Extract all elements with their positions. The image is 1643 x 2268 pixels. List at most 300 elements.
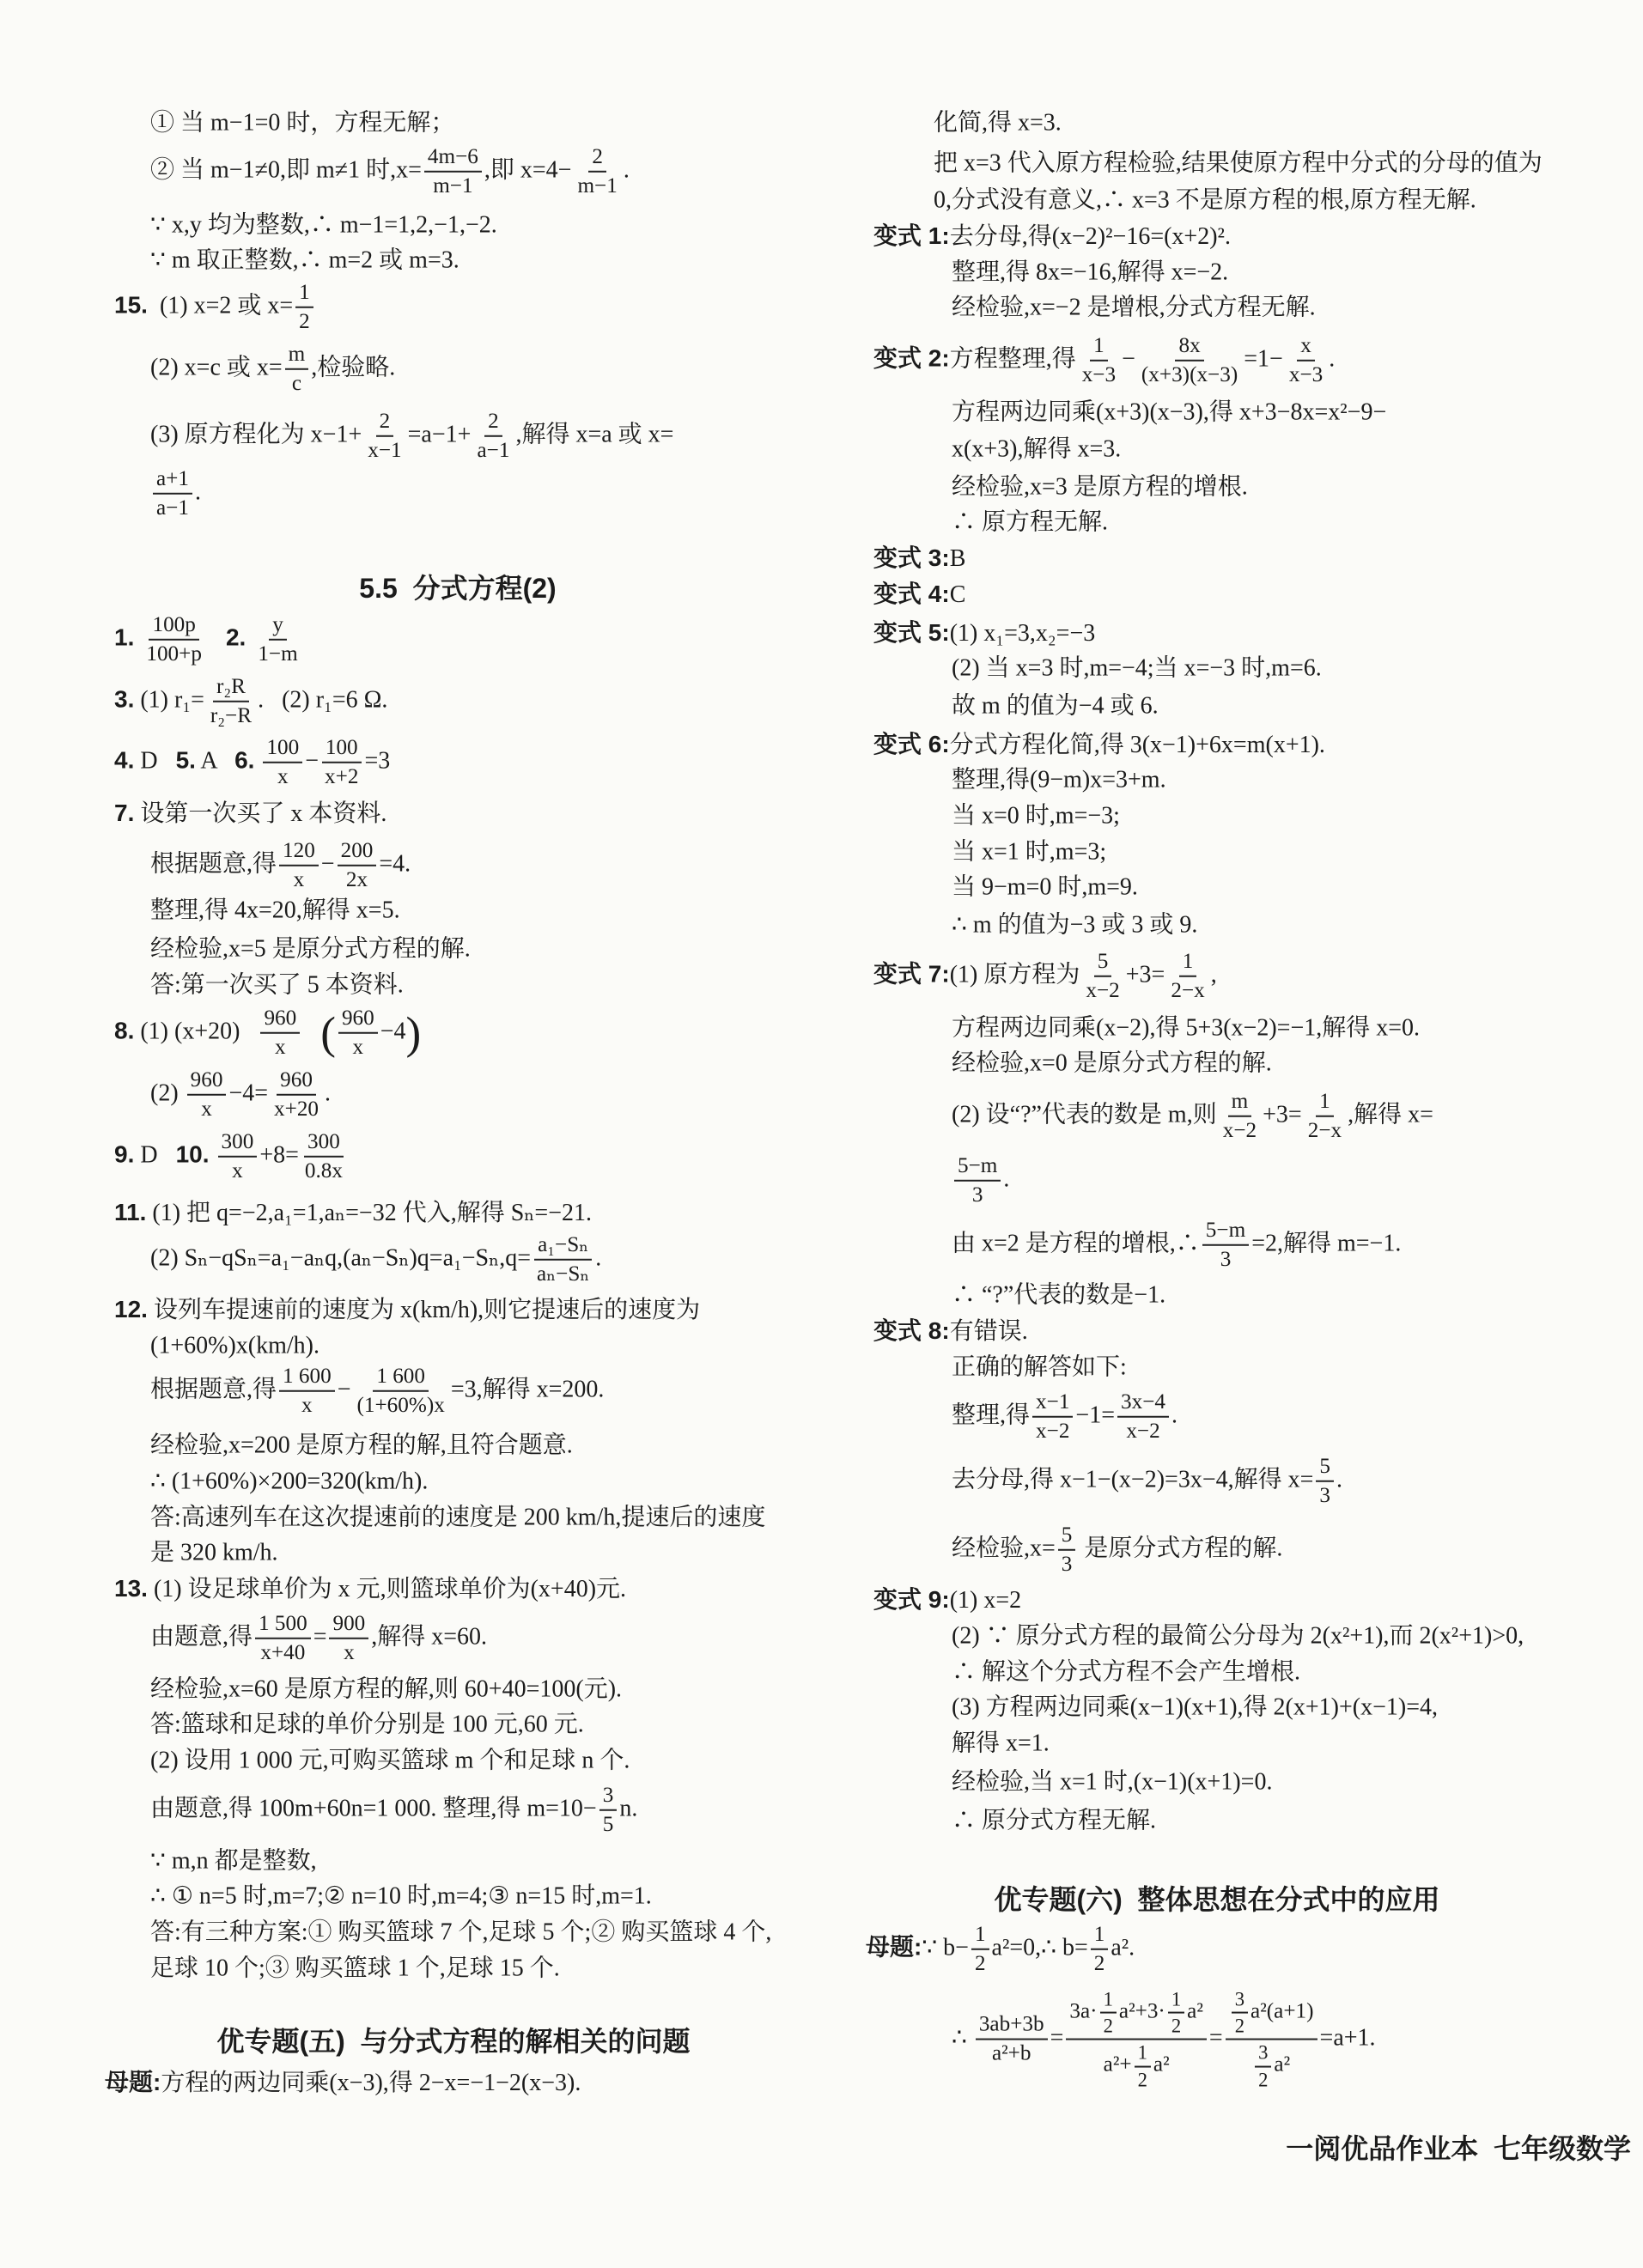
answer-line — [952, 1523, 1282, 1578]
answer-line — [952, 1218, 1401, 1273]
fraction — [1255, 2041, 1271, 2091]
answer-line — [934, 108, 1062, 138]
math-text: 故 m 的值为−4 或 6. — [952, 692, 1159, 720]
answer-line — [952, 1089, 1433, 1144]
fraction-numerator — [1094, 949, 1112, 977]
math-text: 3a· — [1069, 1999, 1098, 2023]
math-text: . — [1003, 1165, 1010, 1193]
math-text: ∴ 解这个分式方程不会产生增根. — [952, 1658, 1301, 1686]
math-text: a−1 — [477, 439, 510, 462]
math-text: (3) 原方程化为 x−1+ — [150, 421, 362, 448]
math-text: x+2 — [325, 765, 359, 788]
math-text: 1 — [1319, 1089, 1330, 1113]
answer-line — [873, 1584, 1021, 1615]
math-text: ,解得 x=60. — [371, 1623, 488, 1651]
fraction-denominator — [1123, 1418, 1163, 1444]
math-text: 根据题意,得 — [150, 850, 277, 878]
math-text: a². — [1111, 1934, 1135, 1961]
math-text: x−2 — [1086, 979, 1120, 1002]
answer-line — [873, 333, 1335, 388]
answer-line — [952, 1454, 1342, 1509]
answer-line — [952, 765, 1166, 795]
answer-line — [952, 1389, 1177, 1444]
fraction-denominator — [1217, 1246, 1235, 1273]
math-text: a+1 — [156, 466, 189, 490]
math-text: 答:篮球和足球的单价分别是 100 元,60 元. — [150, 1711, 584, 1738]
fraction — [1316, 1454, 1334, 1509]
item-label: 变式 4: — [873, 581, 950, 607]
item-label: 2. — [225, 623, 246, 651]
answer-line — [934, 185, 1476, 216]
math-text: 去分母,得(x−2)²−16=(x+2)². — [949, 223, 1231, 250]
section-heading: 优专题(六) 整体思想在分式中的应用 — [994, 1884, 1440, 1915]
math-text: 3 — [971, 1183, 983, 1207]
math-text: 300 — [307, 1129, 340, 1153]
math-text: a²+ — [1103, 2053, 1132, 2076]
math-text: x−2 — [1036, 1420, 1070, 1443]
fraction — [954, 1153, 1001, 1208]
item-label: 6. — [234, 746, 255, 774]
answer-line — [952, 1049, 1272, 1079]
fraction — [1232, 1988, 1248, 2038]
math-text: (1) x=2 或 x= — [147, 292, 294, 319]
math-text: C — [949, 581, 966, 608]
answer-line — [952, 873, 1138, 903]
math-text: 2 — [1103, 2015, 1113, 2037]
math-text: − — [1122, 345, 1135, 373]
math-text: (1) 设足球单价为 x 元,则篮球单价为(x+40)元. — [147, 1576, 627, 1602]
math-text: 根据题意,得 — [150, 1376, 277, 1403]
math-text: a²(a+1) — [1251, 1999, 1314, 2023]
math-text: , — [1210, 961, 1217, 988]
math-text: (2) Sₙ−qSₙ=a₁−aₙq,(aₙ−Sₙ)q=a₁−Sₙ,q= — [150, 1244, 532, 1272]
item-label: 母题: — [866, 1933, 922, 1961]
math-text: a²=0,∴ b= — [991, 1934, 1088, 1961]
item-label: 变式 6: — [873, 731, 950, 757]
math-text: 2−x — [1307, 1119, 1342, 1142]
math-text: (1) r₁= — [134, 686, 204, 714]
math-text: 正确的解答如下: — [952, 1353, 1127, 1381]
math-text: 1 — [299, 280, 310, 304]
math-text: 解得 x=1. — [952, 1730, 1050, 1757]
fraction-denominator — [1249, 2040, 1293, 2091]
fraction — [1091, 1922, 1109, 1977]
math-text: D — [134, 747, 176, 775]
answer-line — [952, 1153, 1009, 1208]
fraction-numerator — [1090, 333, 1108, 362]
math-text: 3 — [1258, 2042, 1269, 2064]
math-text: ,解得 x= — [1348, 1101, 1433, 1128]
math-text: x — [275, 1036, 286, 1059]
fraction-numerator — [1135, 2041, 1151, 2067]
big-paren: ( — [320, 1007, 336, 1059]
math-text: ∴ m 的值为−3 或 3 或 9. — [952, 911, 1198, 939]
math-text: ∵ b− — [922, 1934, 969, 1961]
math-text: x — [344, 1641, 355, 1664]
fraction — [1058, 1523, 1076, 1578]
fraction-denominator — [1138, 362, 1241, 388]
math-text: − — [320, 850, 335, 878]
math-text: (x+3)(x−3) — [1141, 363, 1238, 386]
item-label: 7. — [114, 800, 135, 826]
math-text: − — [305, 747, 319, 775]
answer-line — [952, 801, 1120, 831]
fraction-denominator — [971, 1950, 989, 1977]
answer-line — [952, 1806, 1156, 1836]
answer-line — [952, 1693, 1438, 1723]
fraction-denominator — [1091, 1950, 1109, 1977]
math-text: 2 — [299, 310, 310, 333]
section-heading: 5.5 分式方程(2) — [359, 573, 557, 604]
item-label: 变式 7: — [873, 960, 950, 988]
answer-line — [866, 1922, 1135, 1977]
math-text: 经检验,x=60 是原方程的解,则 60+40=100(元). — [150, 1675, 623, 1703]
answer-line — [952, 1729, 1050, 1759]
math-text: ∵ m,n 都是整数, — [150, 1847, 317, 1875]
math-text: =1− — [1244, 345, 1283, 373]
math-text: aₙ−Sₙ — [537, 1262, 590, 1286]
math-text: (2) — [150, 1079, 185, 1107]
math-text: 把 x=3 代入原方程检验,结果使原方程中分式的分母的值为 — [934, 149, 1543, 177]
fraction-denominator — [989, 2040, 1035, 2067]
answer-line — [934, 149, 1543, 179]
fraction-denominator — [1220, 1117, 1260, 1144]
math-text: ∴ 原方程无解. — [952, 508, 1109, 536]
fraction-numerator — [976, 2012, 1048, 2040]
math-text: 足球 10 个;③ 购买篮球 1 个,足球 15 个. — [150, 1955, 560, 1982]
math-text: 由 x=2 是方程的增根,∴ — [952, 1230, 1200, 1257]
fraction-denominator — [1135, 2067, 1151, 2091]
fraction-denominator — [1255, 2067, 1271, 2091]
fraction-denominator — [1032, 1418, 1073, 1444]
math-text: 当 x=1 时,m=3; — [952, 838, 1107, 866]
math-text: . (2) r₁=6 Ω. — [258, 686, 388, 714]
answer-line — [873, 617, 1095, 648]
fraction-numerator — [1202, 1218, 1249, 1246]
math-text: 去分母,得 x−1−(x−2)=3x−4,解得 x= — [952, 1466, 1314, 1493]
math-text: a² — [1153, 2053, 1170, 2076]
math-text: 整理,得 8x=−16,解得 x=−2. — [952, 258, 1229, 286]
math-text: ,检验略. — [311, 354, 396, 381]
math-text: ∴ ① n=5 时,m=7;② n=10 时,m=4;③ n=15 时,m=1. — [150, 1882, 652, 1910]
answer-line — [873, 221, 1231, 252]
item-label: 13. — [114, 1575, 148, 1602]
math-text: 分式方程化简,得 3(x−1)+6x=m(x+1). — [949, 732, 1325, 758]
item-label: 变式 5: — [873, 619, 950, 646]
math-text: +3= — [1263, 1101, 1302, 1128]
math-text: −4 — [380, 1018, 406, 1045]
fraction — [1135, 2041, 1151, 2091]
math-text: +8= — [259, 1141, 299, 1169]
answer-line — [952, 472, 1248, 502]
math-text: ,解得 x=a 或 x= — [515, 421, 674, 448]
math-text: B — [949, 545, 966, 572]
math-text: = — [1208, 2024, 1223, 2052]
answer-line — [952, 258, 1228, 288]
math-text: 900 — [332, 1611, 366, 1635]
math-text: 1 500 — [259, 1611, 307, 1635]
fraction — [1202, 1218, 1249, 1273]
answer-line — [952, 435, 1121, 465]
math-text: ∴ 原分式方程无解. — [952, 1807, 1157, 1834]
fraction-numerator — [1168, 1988, 1184, 2014]
fraction — [1100, 1988, 1117, 2038]
fraction-numerator — [954, 1153, 1001, 1182]
math-text: 960 — [264, 1006, 297, 1030]
math-text: (1) 原方程为 — [949, 961, 1080, 988]
math-text: D — [134, 1141, 176, 1169]
math-text: 是 320 km/h. — [150, 1539, 278, 1566]
fraction-numerator — [1100, 1988, 1117, 2014]
math-text: =3,解得 x=200. — [450, 1376, 605, 1403]
fraction-denominator — [1079, 362, 1119, 388]
math-text: 960 — [280, 1067, 313, 1091]
math-text: ,即 x=4− — [484, 156, 572, 184]
math-text: 2 — [379, 409, 391, 433]
section-heading: 优专题(五) 与分式方程的解相关的问题 — [216, 2026, 691, 2057]
fraction-numerator — [1066, 1988, 1207, 2040]
math-text: 经检验,x=3 是原方程的增根. — [952, 473, 1248, 501]
fraction-numerator — [1297, 333, 1315, 362]
fraction-denominator — [1232, 2014, 1248, 2038]
math-text: =4. — [379, 850, 411, 878]
math-text: x — [293, 868, 305, 891]
item-label: 11. — [114, 1199, 147, 1225]
fraction — [1286, 333, 1326, 388]
fraction-numerator — [1091, 1922, 1109, 1950]
math-text: 1 600 — [283, 1364, 332, 1388]
math-text: 2 — [1258, 2069, 1269, 2091]
math-text: 4m−6 — [427, 144, 478, 168]
math-text: x — [232, 1159, 243, 1183]
item-label: 变式 1: — [873, 222, 950, 249]
fraction — [976, 2012, 1048, 2067]
math-text: 1 — [1093, 1922, 1105, 1946]
math-text: (2) x=c 或 x= — [150, 354, 283, 381]
math-text: . — [1336, 1466, 1342, 1493]
math-text: 是原分式方程的解. — [1078, 1535, 1283, 1562]
math-text: . — [194, 478, 201, 506]
math-text: 方程的两边同乘(x−3),得 2−x=−1−2(x−3). — [161, 2070, 581, 2096]
math-text: m — [1231, 1089, 1249, 1113]
math-text: 1 — [1103, 1988, 1113, 2010]
answer-line — [952, 1988, 1376, 2092]
math-text: ① 当 m−1=0 时，方程无解； — [150, 109, 455, 137]
math-text: 1 — [974, 1922, 986, 1946]
math-text: (1+60%)x(km/h). — [150, 1332, 319, 1359]
fraction — [1305, 1089, 1345, 1144]
math-text: 设第一次买了 x 本资料. — [134, 800, 387, 827]
math-text: 1−m — [258, 642, 298, 666]
math-text: 5 — [1097, 949, 1109, 973]
math-text: 0.8x — [304, 1159, 343, 1183]
math-text: x−1 — [1036, 1389, 1070, 1414]
math-text: 3 — [1061, 1553, 1073, 1576]
math-text: 100p — [152, 612, 196, 636]
fraction-denominator — [1286, 362, 1326, 388]
math-text: 2−x — [1171, 979, 1205, 1002]
math-text: a²+3· — [1118, 1999, 1165, 2023]
math-text: x−2 — [1126, 1420, 1160, 1443]
fraction — [1066, 1988, 1207, 2092]
math-text: A — [195, 747, 235, 775]
math-text: 经检验,x=5 是原分式方程的解. — [150, 935, 471, 963]
math-text: (1) 把 q=−2,a₁=1,aₙ=−32 代入,解得 Sₙ=−21. — [146, 1200, 592, 1226]
fraction-denominator — [1100, 2014, 1117, 2038]
fraction-numerator — [1228, 1089, 1252, 1117]
math-text: a² — [1187, 1999, 1203, 2023]
answer-line — [873, 1316, 1028, 1347]
math-text: 3 — [1234, 1988, 1245, 2010]
fraction-denominator — [1316, 1482, 1334, 1509]
fraction-numerator — [1226, 1988, 1317, 2040]
math-text: (1) (x+20) — [134, 1018, 259, 1045]
math-text: r₂R — [216, 674, 246, 698]
math-text: 1 — [1093, 333, 1104, 357]
answer-line — [952, 1657, 1300, 1687]
math-text: 2 — [592, 144, 603, 168]
math-text: x — [301, 1394, 313, 1417]
math-text: (2) 设用 1 000 元,可购买篮球 m 个和足球 n 个. — [150, 1747, 630, 1774]
math-text: . — [1329, 345, 1336, 373]
math-text: x−3 — [1288, 363, 1324, 386]
math-text: 经检验,x=200 是原方程的解,且符合题意. — [150, 1432, 573, 1459]
item-label: 9. — [114, 1140, 135, 1168]
math-text: 经检验,当 x=1 时,(x−1)(x+1)=0. — [952, 1768, 1273, 1796]
math-text: (2) 当 x=3 时,m=−4;当 x=−3 时,m=6. — [952, 654, 1322, 682]
math-text: 8x — [1178, 333, 1201, 357]
math-text: m−1 — [577, 174, 618, 198]
math-text: 100+p — [146, 642, 202, 666]
fraction — [971, 1922, 989, 1977]
fraction — [1167, 949, 1208, 1004]
math-text: 当 9−m=0 时,m=9. — [952, 873, 1138, 901]
answer-line — [952, 910, 1197, 940]
math-text: ② 当 m−1≠0,即 m≠1 时,x= — [150, 156, 422, 184]
math-text: 由题意,得 100m+60n=1 000. 整理,得 m=10− — [150, 1795, 597, 1822]
fraction-numerator — [1058, 1523, 1076, 1551]
fraction — [1079, 333, 1119, 388]
fraction-denominator — [1082, 977, 1123, 1004]
math-text: 3 — [1220, 1248, 1232, 1271]
item-label: 1. — [114, 623, 135, 651]
fraction-numerator — [1255, 2041, 1271, 2067]
answer-line — [952, 398, 1386, 428]
fraction-denominator — [1167, 977, 1208, 1004]
math-text: 300 — [221, 1129, 254, 1153]
big-paren: ) — [405, 1007, 422, 1059]
math-text: x−1 — [368, 439, 402, 462]
math-text: 5 — [602, 1813, 614, 1836]
math-text: =3 — [364, 747, 391, 775]
math-text: +3= — [1125, 961, 1165, 988]
footer-brand: 一阅优品作业本 七年级数学 — [1286, 2133, 1631, 2164]
item-label: 10. — [175, 1140, 210, 1168]
fraction-denominator — [969, 1182, 987, 1208]
math-text: 由题意,得 — [150, 1623, 253, 1651]
math-text: x+20 — [274, 1098, 319, 1121]
math-text: (1) x₁=3,x₂=−3 — [949, 620, 1096, 647]
math-text: c — [291, 372, 302, 395]
math-text: =a−1+ — [407, 421, 472, 448]
math-text: ∴ — [952, 2024, 973, 2052]
fraction-numerator — [1179, 949, 1197, 977]
fraction-numerator — [1232, 1988, 1248, 2014]
fraction — [1138, 333, 1241, 388]
math-text: 5 — [1319, 1454, 1330, 1478]
math-text: 方程两边同乘(x−2),得 5+3(x−2)=−1,解得 x=0. — [952, 1014, 1421, 1042]
math-text: ∵ m 取正整数,∴ m=2 或 m=3. — [150, 246, 459, 274]
math-text: 5−m — [1205, 1218, 1246, 1242]
math-text: 1 600 — [376, 1364, 425, 1388]
math-text: a₁−Sₙ — [538, 1232, 589, 1256]
math-text: 答:有三种方案:① 购买篮球 7 个,足球 5 个;② 购买篮球 4 个, — [150, 1918, 772, 1946]
fraction-denominator — [1305, 1117, 1345, 1144]
answer-line — [952, 1013, 1420, 1043]
math-text: 0,分式没有意义,∴ x=3 不是原方程的根,原方程无解. — [934, 186, 1476, 214]
fraction-numerator — [1117, 1389, 1169, 1418]
math-text: x−2 — [1222, 1119, 1257, 1142]
fraction-denominator — [1168, 2014, 1184, 2038]
math-text: x+40 — [260, 1641, 306, 1664]
item-label: 变式 2: — [873, 344, 950, 372]
math-text: ∵ x,y 均为整数,∴ m−1=1,2,−1,−2. — [150, 211, 497, 239]
math-text: m−1 — [433, 174, 473, 198]
math-text: a²+b — [991, 2042, 1031, 2065]
answer-line — [952, 293, 1316, 323]
math-text: 3x−4 — [1121, 1389, 1166, 1414]
answer-line — [952, 1280, 1165, 1310]
fraction-numerator — [1316, 1089, 1334, 1117]
math-text: 120 — [283, 838, 315, 862]
math-text: 有错误. — [949, 1318, 1028, 1345]
math-text: 960 — [341, 1006, 374, 1030]
math-text: −1= — [1075, 1402, 1116, 1429]
math-text: 2 — [1093, 1952, 1105, 1975]
math-text: a² — [1274, 2053, 1291, 2076]
math-text: (1) x=2 — [949, 1587, 1022, 1614]
answer-line — [952, 508, 1108, 538]
math-text: 5−m — [958, 1153, 998, 1177]
math-text: 1 — [1171, 1988, 1182, 2010]
math-text: 2 — [974, 1952, 986, 1975]
fraction-numerator — [971, 1922, 989, 1950]
math-text: =a+1. — [1319, 2024, 1376, 2052]
math-text: 整理,得 — [952, 1402, 1031, 1429]
fraction — [1226, 1988, 1317, 2092]
item-label: 4. — [114, 746, 135, 774]
answer-line — [952, 1353, 1127, 1383]
math-text: 设列车提速前的速度为 x(km/h),则它提速后的速度为 — [147, 1297, 701, 1323]
item-label: 12. — [114, 1296, 148, 1322]
math-text: 2 — [1137, 2069, 1147, 2091]
math-text: 2 — [1171, 2015, 1182, 2037]
math-text: 方程整理,得 — [949, 345, 1076, 373]
math-text: (3) 方程两边同乘(x−1)(x+1),得 2(x+1)+(x−1)=4, — [952, 1693, 1438, 1721]
math-text: = — [1050, 2024, 1064, 2052]
math-text: 整理,得 4x=20,解得 x=5. — [150, 897, 400, 924]
math-text: 化简,得 x=3. — [934, 109, 1062, 137]
math-text: 答:高速列车在这次提速前的速度是 200 km/h,提速后的速度 — [150, 1504, 766, 1531]
math-text: 960 — [190, 1067, 223, 1091]
math-text: =2,解得 m=−1. — [1251, 1230, 1402, 1257]
math-text: . — [595, 1244, 602, 1272]
math-text: . — [1171, 1402, 1178, 1429]
math-text: 3 — [1319, 1484, 1330, 1507]
fraction-denominator — [1058, 1551, 1076, 1578]
math-text: ∴ (1+60%)×200=320(km/h). — [150, 1468, 429, 1495]
math-text: 1 — [1137, 2042, 1147, 2064]
